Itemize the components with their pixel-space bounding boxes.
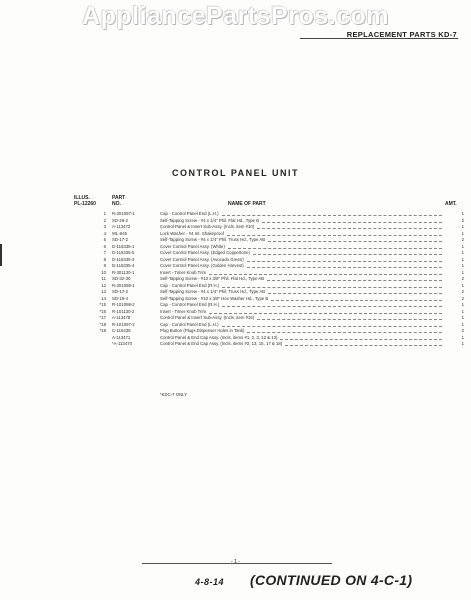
leader-dashes xyxy=(268,241,442,242)
illus-number: 4 xyxy=(103,230,106,236)
part-name: Insert - Timer Knob Trim xyxy=(160,308,207,314)
leader-dashes xyxy=(222,287,442,288)
illus-number: 13 xyxy=(101,289,106,294)
part-name: Self-Tapping Screw - #10 x 3/8" Hex Washer Hd., Type B xyxy=(160,295,269,301)
amount: 1 xyxy=(461,256,464,262)
watermark-text: AppliancePartsPros.com xyxy=(82,2,389,30)
illus-number: *15 xyxy=(99,302,106,307)
illus-number: *16 xyxy=(99,308,106,314)
leader-dashes xyxy=(257,319,442,320)
leader-dashes xyxy=(247,267,442,268)
illus-number: 9 xyxy=(103,263,106,268)
illus-number: *17 xyxy=(99,315,106,320)
scan-edge-mark xyxy=(0,244,2,266)
amount: 1 xyxy=(461,302,464,307)
leader-dashes xyxy=(268,293,442,294)
part-number: A-113478 xyxy=(112,315,131,320)
header-rule xyxy=(300,38,458,39)
illus-number: *18 xyxy=(99,321,106,327)
leader-dashes xyxy=(247,332,442,333)
part-number: SD-19-4 xyxy=(112,295,129,301)
illus-number: 11 xyxy=(101,276,106,281)
part-number: D-115335-4 xyxy=(112,263,135,268)
amount: 1 xyxy=(461,230,464,236)
leader-dashes xyxy=(267,280,442,281)
column-header-name: NAME OF PART xyxy=(228,201,266,207)
part-name: Cap - Control Panel End (L.H.) xyxy=(160,211,219,216)
amount: 1 xyxy=(461,224,464,229)
amount: 2 xyxy=(461,217,464,223)
part-name: Control Panel & End Cap Assy. (Incls. items #2, 13, 15, 17 & 18) xyxy=(160,341,283,346)
leader-dashes xyxy=(227,235,442,236)
part-number: D-115335-3 xyxy=(112,256,135,262)
part-name: Plug Button (Plugs Dispenser Holes in Tank) xyxy=(160,328,245,333)
leader-dashes xyxy=(253,254,442,255)
amount: 1 xyxy=(461,282,464,288)
leader-dashes xyxy=(257,228,442,229)
amount: 1 xyxy=(461,269,464,275)
amount: 2 xyxy=(461,237,464,242)
leader-dashes xyxy=(247,261,442,262)
amount: 1 xyxy=(461,341,464,346)
leader-dashes xyxy=(262,222,442,223)
part-number: D-115335-5 xyxy=(112,250,135,255)
part-number: SD-17-2 xyxy=(112,289,129,294)
footnote: *KDC-7 ONLY xyxy=(160,392,188,397)
part-name: Control Panel & Insert Sub-Assy. (Incls. item #10) xyxy=(160,224,255,229)
amount: 1 xyxy=(461,308,464,314)
part-name: Self-Tapping Screw - #4 x 1/4" Phil. Flat Hd., Type B xyxy=(160,217,260,223)
section-title: CONTROL PANEL UNIT xyxy=(171,168,299,178)
column-header-amt: AMT. xyxy=(445,201,457,207)
part-number: *A-113470 xyxy=(112,341,132,346)
part-name: Control Panel & End Cap Assy. (Incls. items #1, 2, 3, 12 & 13) xyxy=(160,334,278,340)
part-number: R-101097-2 xyxy=(112,321,135,327)
part-name: Cap - Control Panel End (R.H.) xyxy=(160,302,220,307)
part-name: Control Panel & Insert Sub-Assy. (Incls. item #16) xyxy=(160,315,255,320)
illus-number: 12 xyxy=(101,282,106,288)
leader-dashes xyxy=(209,313,442,314)
continued-note: (CONTINUED ON 4-C-1) xyxy=(250,572,413,588)
part-name: Cover Control Panel Assy. (Avocado Green) xyxy=(160,256,244,262)
amount: 1 xyxy=(461,321,464,327)
parts-row xyxy=(74,341,464,348)
part-number: R-301097-1 xyxy=(112,211,135,216)
amount: 2 xyxy=(461,289,464,294)
amount: 2 xyxy=(461,295,464,301)
leader-dashes xyxy=(222,326,442,327)
illus-number: 6 xyxy=(103,243,106,249)
handwritten-date: 4-8-14 xyxy=(195,577,225,587)
illus-number: *19 xyxy=(99,328,106,333)
illus-number: 14 xyxy=(101,295,106,301)
leader-dashes xyxy=(271,300,442,301)
part-number: SD-29-2 xyxy=(112,217,129,223)
leader-dashes xyxy=(222,306,442,307)
illus-number: 1 xyxy=(103,211,106,216)
part-number: R-301098-1 xyxy=(112,282,135,288)
part-number: SD-17-2 xyxy=(112,237,129,242)
part-name: Insert - Timer Knob Trim xyxy=(160,269,207,275)
part-name: Cover Control Panel Assy. (Golden Harvest) xyxy=(160,263,244,268)
column-header-part-line1: PART xyxy=(112,195,126,201)
illus-number: 10 xyxy=(101,269,106,275)
leader-dashes xyxy=(222,215,442,216)
bottom-rule xyxy=(142,563,332,564)
illus-number: 2 xyxy=(103,217,106,223)
amount: 1 xyxy=(461,315,464,320)
amount: 1 xyxy=(461,263,464,268)
page-header-title: REPLACEMENT PARTS KD-7 xyxy=(346,30,457,39)
part-name: Cap - Control Panel End (L.H.) xyxy=(160,321,219,327)
part-number: R-101130-2 xyxy=(112,308,135,314)
page-number: - 1 - xyxy=(231,559,240,565)
part-number: R-101098-2 xyxy=(112,302,135,307)
part-number: WL-645 xyxy=(112,230,128,236)
illus-number: 3 xyxy=(103,224,106,229)
parts-list xyxy=(74,211,464,348)
part-number: A-113471 xyxy=(112,334,131,340)
illus-number: 7 xyxy=(103,250,106,255)
amount: 2 xyxy=(461,276,464,281)
part-number: SD-32-30 xyxy=(112,276,131,281)
amount: 1 xyxy=(461,334,464,340)
amount: 2 xyxy=(461,328,464,333)
part-name: Cover Control Panel Assy. (Edged Coppertone) xyxy=(160,250,250,255)
amount: 1 xyxy=(461,250,464,255)
column-header-illus xyxy=(74,195,96,207)
part-name: Lock Washer - #4 Int. Shakeproof xyxy=(160,230,224,236)
part-number: C-115439 xyxy=(112,328,131,333)
part-name: Self-Tapping Screw - #4 x 1/4" Phil. Truss Hd., Type AB xyxy=(160,237,266,242)
amount: 1 xyxy=(461,211,464,216)
part-name: Self-Tapping Screw - #4 x 1/4" Phil. Truss Hd., Type AB xyxy=(160,289,266,294)
part-number: R-301130-1 xyxy=(112,269,135,275)
part-name: Cap - Control Panel End (R.H.) xyxy=(160,282,220,288)
column-header-illus-line2: PL-12260 xyxy=(74,201,96,207)
leader-dashes xyxy=(228,248,442,249)
illus-number: 8 xyxy=(103,256,106,262)
part-name: Self-Tapping Screw - #10 x 3/8" Phil. Flat Hd., Type AB xyxy=(160,276,265,281)
part-name: Cover Control Panel Assy. (White) xyxy=(160,243,225,249)
illus-number: 5 xyxy=(103,237,106,242)
column-header-part-line2: NO. xyxy=(112,201,121,207)
leader-dashes xyxy=(209,274,442,275)
amount: 1 xyxy=(461,243,464,249)
leader-dashes xyxy=(285,345,442,346)
part-number: A-113472 xyxy=(112,224,131,229)
part-number: D-115335-1 xyxy=(112,243,135,249)
leader-dashes xyxy=(280,339,442,340)
column-header-part xyxy=(112,195,125,207)
column-header-illus-line1: ILLUS. xyxy=(74,195,90,201)
